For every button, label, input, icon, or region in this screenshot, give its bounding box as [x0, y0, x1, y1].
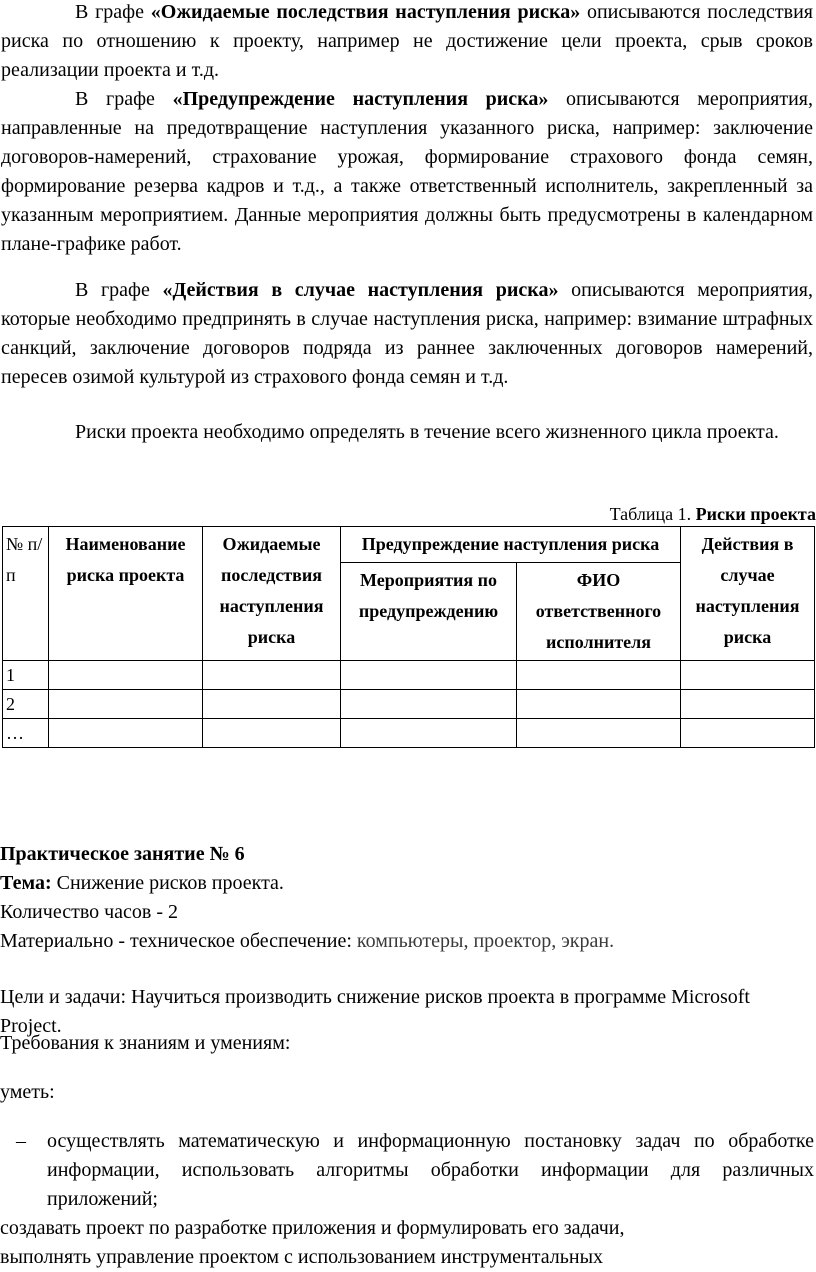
lesson-topic — [0, 869, 816, 898]
dash-bullet: – — [16, 1130, 26, 1152]
table-cell — [681, 719, 815, 748]
lesson-able-heading: уметь: — [0, 1081, 55, 1103]
table-cell — [681, 661, 815, 690]
lesson-material — [0, 927, 816, 956]
paragraph-consequences — [1, 0, 815, 85]
skill-line: выполнять управление проектом с использованием инструментальных — [0, 1246, 604, 1268]
material-label: Материально - техническое обеспечение: — [0, 930, 357, 952]
paragraph-text: описываются мероприятия, направленные на предотвращение наступления указанного риска, например: заключение договоров-намерений, страхование урожая, формирование страхового фонда семян, формирование резерва кадров и т.д., а также ответственный исполнитель, закрепленный за указанным мероприятием. Данные мероприятия должны быть предусмотрены в календарном плане-графике работ. — [1, 88, 813, 255]
header-consequences: Ожидаемые последствия наступления риска — [203, 527, 341, 661]
table-row — [3, 661, 815, 690]
caption-prefix: Таблица 1. — [609, 504, 696, 524]
paragraph-term: «Ожидаемые последствия наступления риска» — [150, 1, 581, 23]
table-cell — [341, 690, 517, 719]
paragraph-text: описываются последствия риска по отношению к проекту, например не достижение цели проекта, срыв сроков реализации проекта и т.д. — [1, 1, 814, 81]
skills-list — [0, 1127, 814, 1214]
table-cell — [517, 719, 681, 748]
lesson-goals: Цели и задачи: Научиться производить снижение рисков проекта в программе Microsoft Project. — [0, 986, 750, 1037]
table-cell — [341, 661, 517, 690]
paragraph-lifecycle: Риски проекта необходимо определять в течение всего жизненного цикла проекта. — [75, 421, 779, 443]
paragraph-term: «Действия в случае наступления риска» — [162, 279, 559, 301]
header-measures: Мероприятия по предупреждению — [341, 563, 517, 661]
table-cell — [203, 719, 341, 748]
paragraph-term: «Предупреждение наступления риска» — [172, 88, 549, 110]
table-cell — [49, 661, 203, 690]
paragraph-text: описываются мероприятия, которые необходимо предпринять в случае наступления риска, например: взимание штрафных санкций, заключение договоров подряда из раннее заключенных договоров намерений, пересев озимой культурой из страхового фонда семян и т.д. — [1, 279, 813, 388]
lesson-hours: Количество часов - 2 — [0, 901, 179, 923]
material-value: компьютеры, проектор, экран. — [356, 930, 615, 952]
table-row — [3, 690, 815, 719]
paragraph-text: В графе — [75, 88, 173, 110]
lesson-requirements: Требования к знаниям и умениям: — [0, 1032, 291, 1054]
row-number: 2 — [3, 690, 49, 719]
table-caption — [610, 502, 816, 526]
table-cell — [341, 719, 517, 748]
table-cell — [517, 661, 681, 690]
table-cell — [517, 690, 681, 719]
list-item — [0, 1127, 814, 1214]
row-number: … — [3, 719, 49, 748]
topic-label: Тема: — [0, 872, 52, 894]
header-risk-name: Наименование риска проекта — [49, 527, 203, 661]
skill-line: создавать проект по разработке приложения и формулировать его задачи, — [0, 1217, 625, 1239]
paragraph-text: В графе — [75, 1, 151, 23]
table-cell — [203, 661, 341, 690]
table-cell — [49, 719, 203, 748]
row-number: 1 — [3, 661, 49, 690]
caption-title: Риски проекта — [695, 504, 816, 524]
paragraph-actions — [1, 276, 815, 392]
header-responsible: ФИО ответственного исполнителя — [517, 563, 681, 661]
header-number: № п/п — [3, 527, 49, 661]
header-actions: Действия в случае наступления риска — [681, 527, 815, 661]
table-cell — [203, 690, 341, 719]
table-cell — [681, 690, 815, 719]
list-item-text: осуществлять математическую и информационную постановку задач по обработке информации, использовать алгоритмы обработки информации для различных приложений; — [47, 1130, 814, 1210]
table-row — [3, 719, 815, 748]
lesson-title: Практическое занятие № 6 — [0, 843, 245, 865]
paragraph-prevention — [1, 85, 815, 259]
paragraph-text: В графе — [75, 279, 163, 301]
topic-value: Снижение рисков проекта. — [51, 872, 284, 894]
header-prevention: Предупреждение наступления риска — [341, 527, 681, 563]
risk-table — [2, 526, 815, 748]
table-cell — [49, 690, 203, 719]
